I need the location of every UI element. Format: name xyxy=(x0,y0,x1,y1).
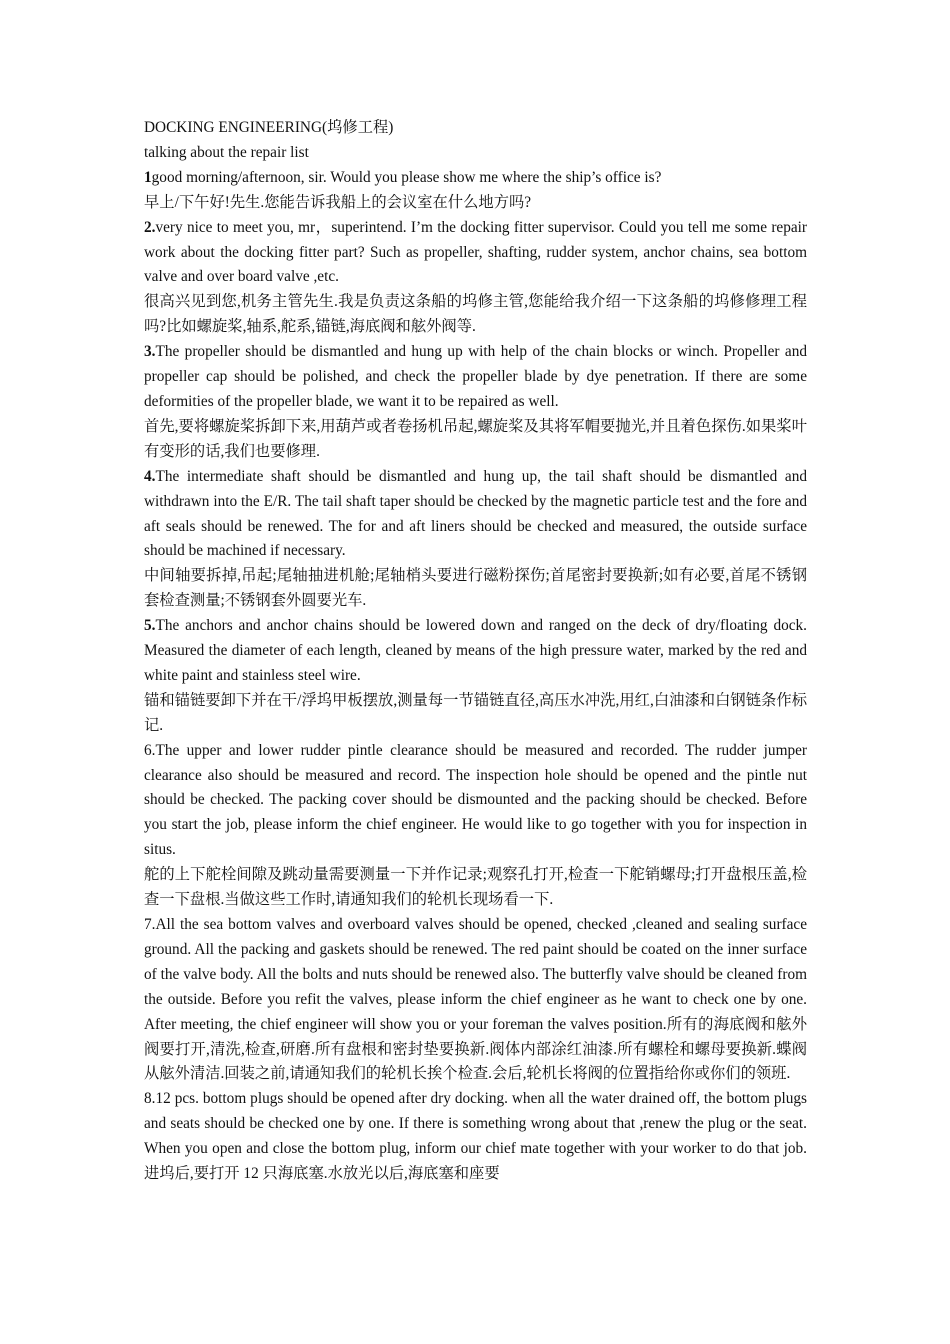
paragraph-number: 4. xyxy=(144,467,156,485)
paragraph-3-zh: 首先,要将螺旋桨拆卸下来,用葫芦或者卷扬机吊起,螺旋桨及其将军帽要抛光,并且着色探伤.如果桨叶有变形的话,我们也要修理. xyxy=(144,417,807,460)
document-subtitle: talking about the repair list xyxy=(144,143,309,161)
paragraph-number: 5. xyxy=(144,617,156,635)
paragraph-5-zh: 锚和锚链要卸下并在干/浮坞甲板摆放,测量每一节锚链直径,高压水冲洗,用红,白油漆和白钢链条作标记. xyxy=(144,691,807,734)
paragraph-text: The intermediate shaft should be dismantled and hung up, the tail shaft should be dismantled and withdrawn into the E/R. The tail shaft taper should be checked by the magnetic particle test and the fore and aft seals should be renewed. The for and aft liners should be checked and measured, the outside surface should be machined if necessary. xyxy=(144,467,807,560)
paragraph-8: 8.12 pcs. bottom plugs should be opened after dry docking. when all the water drained off, the bottom plugs and seats should be checked one by one. If there is something wrong about that ,renew the plug or the seat. When you open and close the bottom plug, inform our chief mate together with your worker to do that job.进坞后,要打开 12 只海底塞.水放光以后,海底塞和座要 xyxy=(144,1090,807,1183)
paragraph-number: 3. xyxy=(144,343,156,361)
paragraph-text: good morning/afternoon, sir. Would you please show me where the ship’s office is? xyxy=(151,168,662,186)
paragraph-6-zh: 舵的上下舵栓间隙及跳动量需要测量一下并作记录;观察孔打开,检查一下舵销螺母;打开盘根压盖,检查一下盘根.当做这些工作时,请通知我们的轮机长现场看一下. xyxy=(144,866,807,909)
paragraph-4-en xyxy=(144,465,807,565)
paragraph-5-en xyxy=(144,614,807,689)
paragraph-6-en: 6.The upper and lower rudder pintle clearance should be measured and recorded. The rudder jumper clearance also should be measured and record. The inspection hole should be opened and the pintle nut should be checked. The packing cover should be dismounted and the packing should be checked. Before you start the job, please inform the chief engineer. He would like to go together with you for inspection in situs. xyxy=(144,741,807,859)
paragraph-number: 1 xyxy=(144,168,152,186)
paragraph-3-en xyxy=(144,340,807,415)
document-body xyxy=(144,116,807,1187)
paragraph-4-zh: 中间轴要拆掉,吊起;尾轴抽进机舱;尾轴梢头要进行磁粉探伤;首尾密封要换新;如有必要,首尾不锈钢套检查测量;不锈钢套外圆要光车. xyxy=(144,567,807,610)
document-title: DOCKING ENGINEERING(坞修工程) xyxy=(144,119,394,136)
paragraph-text: very nice to meet you, mr，superintend. I’m the docking fitter supervisor. Could you tell me some repair work about the docking fitter part? Such as propeller, shafting, rudder system, anchor chains, sea bottom valve and over board valve ,etc. xyxy=(144,218,807,286)
paragraph-1-en xyxy=(144,166,807,191)
paragraph-2-en xyxy=(144,216,807,291)
paragraph-7: 7.All the sea bottom valves and overboard valves should be opened, checked ,cleaned and sealing surface ground. All the packing and gaskets should be renewed. The red paint should be coated on the inner surface of the valve body. All the bolts and nuts should be renewed also. The butterfly valve should be cleaned from the outside. Before you refit the valves, please inform the chief engineer as he want to check one by one. After meeting, the chief engineer will show you or your foreman the valves position.所有的海底阀和舷外阀要打开,清洗,检查,研磨.所有盘根和密封垫要换新.阀体内部涂红油漆.所有螺栓和螺母要换新.蝶阀从舷外清洁.回装之前,请通知我们的轮机长挨个检查.会后,轮机长将阀的位置指给你或你们的领班. xyxy=(144,916,807,1083)
paragraph-2-zh: 很高兴见到您,机务主管先生.我是负责这条船的坞修主管,您能给我介绍一下这条船的坞修修理工程吗?比如螺旋桨,轴系,舵系,锚链,海底阀和舷外阀等. xyxy=(144,293,807,336)
paragraph-text: The propeller should be dismantled and hung up with help of the chain blocks or winch. Propeller and propeller cap should be polished, and check the propeller blade by dye penetration. If there are some deformities of the propeller blade, we want it to be repaired as well. xyxy=(144,343,807,410)
paragraph-text: The anchors and anchor chains should be lowered down and ranged on the deck of dry/floating dock. Measured the diameter of each length, cleaned by means of the high pressure water, marked by the red and white paint and stainless steel wire. xyxy=(144,617,807,684)
paragraph-number: 2. xyxy=(144,218,156,236)
paragraph-1-zh: 早上/下午好!先生.您能告诉我船上的会议室在什么地方吗? xyxy=(144,193,532,211)
